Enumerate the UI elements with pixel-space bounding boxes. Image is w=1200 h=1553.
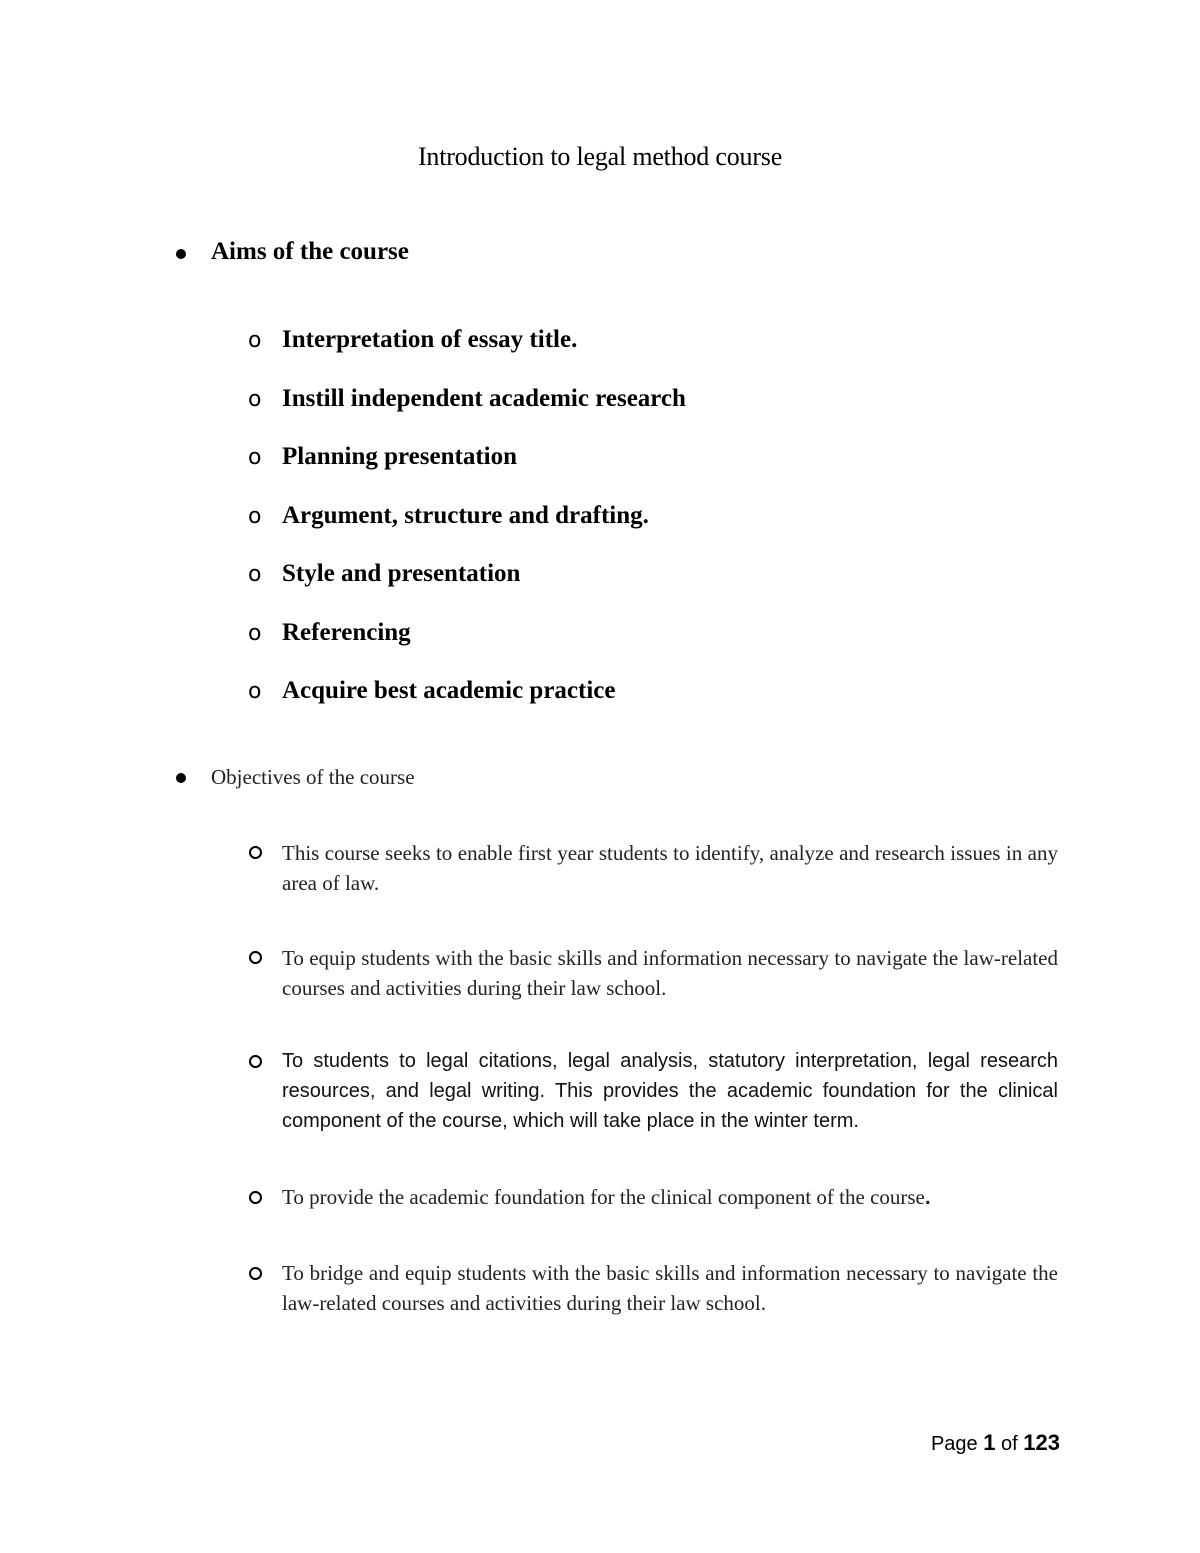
objectives-heading: Objectives of the course	[211, 765, 415, 789]
aims-item: Instill independent academic research	[282, 385, 686, 412]
aims-item: Acquire best academic practice	[282, 677, 616, 704]
objectives-item-marker-icon	[249, 1055, 262, 1068]
objectives-item-trailing: .	[924, 1186, 931, 1209]
objectives-item-marker-icon	[249, 846, 262, 859]
objectives-item-marker-icon	[249, 951, 262, 964]
objectives-item: To bridge and equip students with the basic skills and information necessary to navigate the law-related courses and activities during their law school.	[282, 1261, 1058, 1315]
aims-item-marker-icon: o	[248, 504, 262, 529]
page-number: 1	[983, 1430, 996, 1455]
aims-item-marker-icon: o	[248, 328, 262, 353]
aims-item: Referencing	[282, 619, 411, 646]
of-label: of	[1001, 1433, 1018, 1455]
aims-item-marker-icon: o	[248, 621, 262, 646]
aims-item: Interpretation of essay title.	[282, 326, 578, 353]
aims-item-marker-icon: o	[248, 445, 262, 470]
aims-heading: Aims of the course	[211, 238, 409, 265]
aims-bullet-icon	[176, 249, 186, 259]
document-title: Introduction to legal method course	[417, 142, 783, 171]
objectives-item: This course seeks to enable first year students to identify, analyze and research issues in any area of law.	[282, 841, 1058, 895]
page-footer	[931, 1430, 1060, 1456]
objectives-item	[282, 1182, 1058, 1213]
aims-item-marker-icon: o	[248, 387, 262, 412]
aims-item: Style and presentation	[282, 560, 521, 587]
page-total: 123	[1023, 1430, 1060, 1455]
objectives-item-text: To provide the academic foundation for the clinical component of the course	[282, 1185, 925, 1209]
objectives-item: To equip students with the basic skills and information necessary to navigate the law-related courses and activities during their law school.	[282, 946, 1058, 1000]
aims-item: Argument, structure and drafting.	[282, 502, 649, 529]
aims-item: Planning presentation	[282, 443, 517, 470]
objectives-item-marker-icon	[249, 1191, 262, 1204]
aims-item-marker-icon: o	[248, 679, 262, 704]
page-label: Page	[930, 1433, 978, 1455]
objectives-bullet-icon	[176, 773, 186, 783]
objectives-item: To students to legal citations, legal analysis, statutory interpretation, legal research resources, and legal writing. This provides the academic foundation for the clinical component of the course, which will take place in the winter term.	[282, 1050, 1058, 1132]
aims-item-marker-icon: o	[248, 562, 262, 587]
objectives-item-marker-icon	[249, 1267, 262, 1280]
